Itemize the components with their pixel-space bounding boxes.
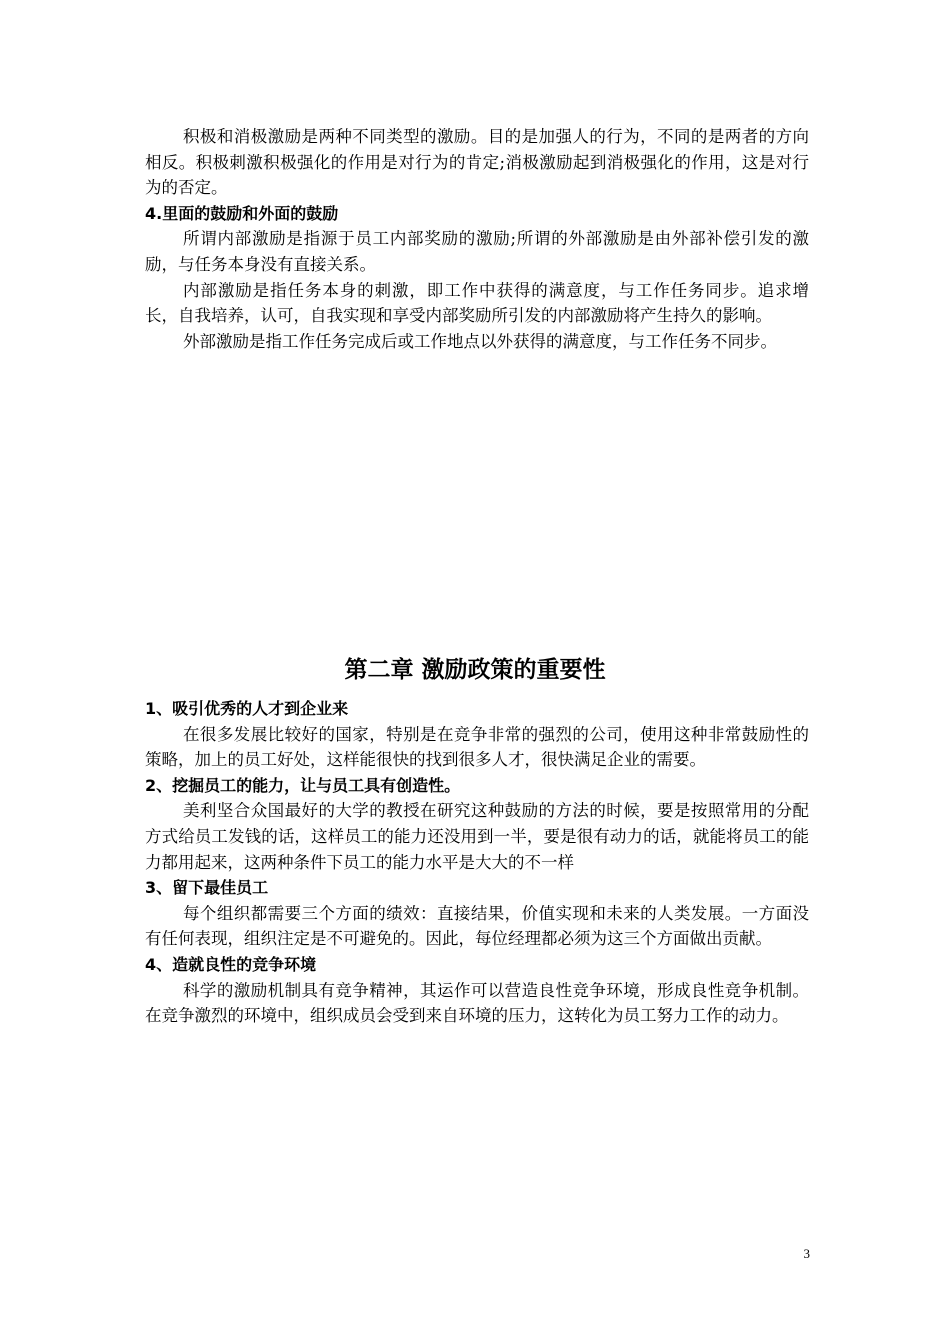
section-heading-internal-external: 4.里面的鼓励和外面的鼓励 (145, 203, 339, 223)
item-text-attract-talent: 在很多发展比较好的国家，特别是在竞争非常的强烈的公司，使用这种非常鼓励性的策略，加上的员工好处，这样能很快的找到很多人才，很快满足企业的需要。 (145, 724, 809, 770)
section-upper (145, 124, 809, 354)
item-heading-tap-ability: 2、挖掘员工的能力，让与员工具有创造性。 (145, 775, 461, 795)
paragraph-internal-definition: 所谓内部激励是指源于员工内部奖励的激励;所谓的外部激励是由外部补偿引发的激励，与任务本身没有直接关系。 (145, 229, 809, 274)
paragraph-external-motivation: 外部激励是指工作任务完成后或工作地点以外获得的满意度，与工作任务不同步。 (183, 331, 777, 351)
item-text-competition: 科学的激励机制具有竞争精神，其运作可以营造良性竞争环境，形成良性竞争机制。在竞争激烈的环境中，组织成员会受到来自环境的压力，这转化为员工努力工作的动力。 (145, 980, 809, 1026)
chapter-title: 第二章 激励政策的重要性 (344, 657, 606, 683)
item-heading-attract-talent: 1、吸引优秀的人才到企业来 (145, 699, 349, 718)
paragraph-positive-negative: 积极和消极激励是两种不同类型的激励。目的是加强人的行为，不同的是两者的方向相反。积极刺激积极强化的作用是对行为的肯定;消极激励起到消极强化的作用，这是对行为的否定。 (145, 127, 809, 198)
paragraph-internal-motivation: 内部激励是指任务本身的刺激，即工作中获得的满意度，与工作任务同步。追求增长，自我培养，认可，自我实现和享受内部奖励所引发的内部激励将产生持久的影响。 (145, 280, 809, 326)
page-number: 3 (803, 1246, 810, 1261)
item-heading-retain-staff: 3、留下最佳员工 (145, 878, 269, 898)
chapter-body (145, 696, 809, 1029)
item-text-tap-ability: 美利坚合众国最好的大学的教授在研究这种鼓励的方法的时候，要是按照常用的分配方式给员工发钱的话，这样员工的能力还没用到一半，要是很有动力的话，就能将员工的能力都用起来，这两种条件下员工的能力水平是大大的不一样 (145, 801, 809, 872)
item-text-retain-staff: 每个组织都需要三个方面的绩效：直接结果，价值实现和未来的人类发展。一方面没有任何表现，组织注定是不可避免的。因此，每位经理都必须为这三个方面做出贡献。 (145, 903, 809, 949)
item-heading-competition: 4、造就良性的竞争环境 (145, 954, 317, 974)
